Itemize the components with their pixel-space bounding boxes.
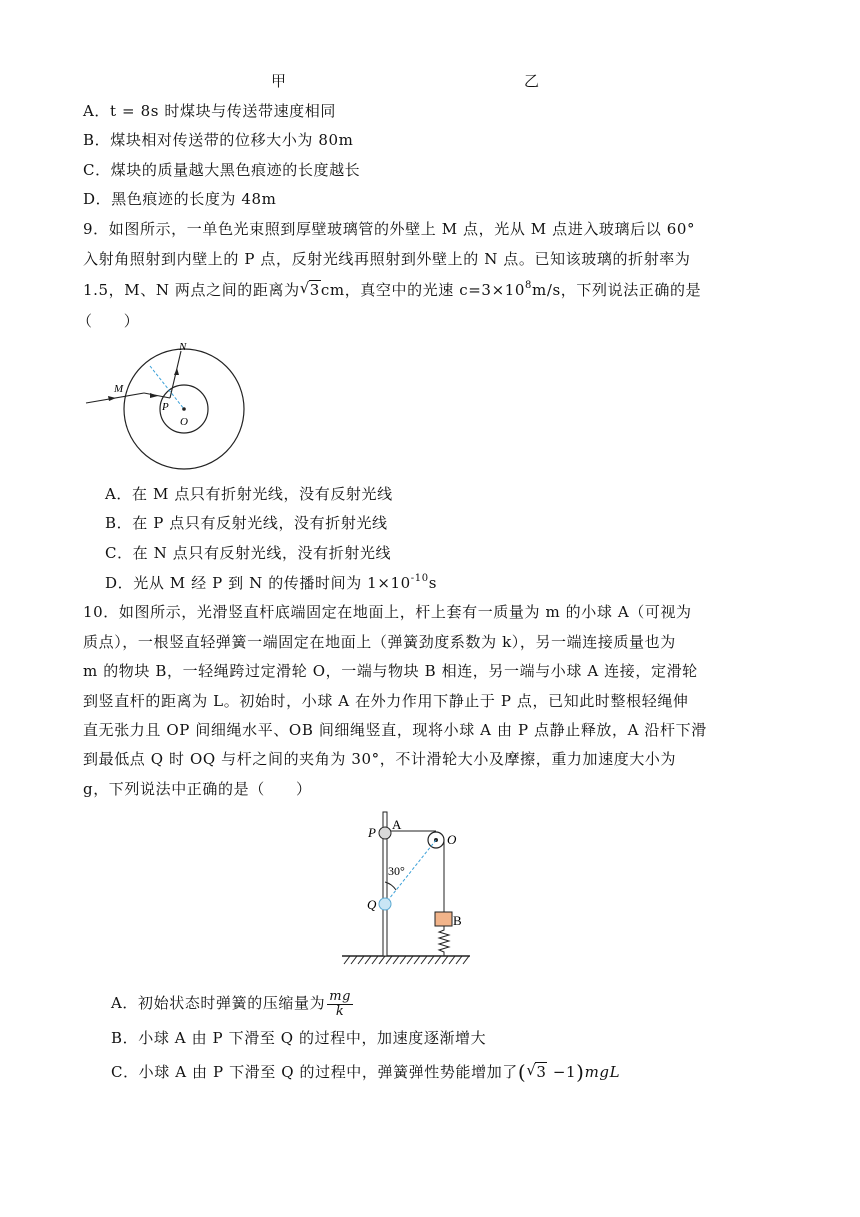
q9-option-d-unit: s [428,574,437,592]
q10-stem-line5: 直无张力且 OP 间细绳水平、OB 间细绳竖直，现将小球 A 由 P 点静止释放，A 沿杆下滑 [83,721,707,739]
q9-line3-part3: m/s，下列说法正确的是 [532,281,702,299]
q9-answer-bracket: （ ） [77,312,140,330]
label-o: O [180,416,188,428]
q8-option-a: A．t = 8s 时煤块与传送带速度相同 [83,102,336,120]
q10-option-a-fraction: $\frac{mg}{k}$ [329,988,352,1019]
q9-option-d-exp: -10 [410,573,429,584]
label-o: O [447,832,457,847]
q9-option-d [105,573,437,593]
spring [439,926,449,956]
ball-a-at-q [379,898,391,910]
label-p: P [162,401,169,413]
q9-stem-line3 [83,280,701,300]
q8-option-c: C．煤块的质量越大黑色痕迹的长度越长 [83,161,361,179]
incident-arrow [108,396,116,401]
q9-option-c: C．在 N 点只有反射光线，没有折射光线 [105,544,392,562]
q10-stem-line4: 到竖直杆的距离为 L。初始时，小球 A 在外力作用下静止于 P 点，已知此时整根轻绳伸 [83,692,689,710]
q10-stem-line3: m 的物块 B，一轻绳跨过定滑轮 O，一端与物块 B 相连，另一端与小球 A 连接，定滑轮 [83,662,698,680]
q10-option-c-minus: −1 [547,1063,577,1081]
q9-option-b: B．在 P 点只有反射光线，没有折射光线 [105,514,388,532]
q10-option-a [111,986,353,1020]
label-b: B [453,913,462,928]
q10-option-c-sqrt: √ 3 [526,1062,547,1082]
q8-option-d: D．黑色痕迹的长度为 48m [83,190,277,208]
figure-label-jia: 甲 [271,72,287,90]
q10-pulley-figure [336,804,496,972]
q9-line3-part2: cm，真空中的光速 c=3×10 [320,281,526,299]
q9-glass-tube-figure [78,338,338,478]
q10-option-c-text: C．小球 A 由 P 下滑至 Q 的过程中，弹簧弹性势能增加了 [111,1063,518,1081]
q9-stem-line1: 9．如图所示，一单色光束照到厚壁玻璃管的外壁上 M 点，光从 M 点进入玻璃后以 60° [83,220,696,238]
label-p: P [368,825,376,840]
label-m: M [114,383,124,395]
q10-option-c: C．小球 A 由 P 下滑至 Q 的过程中，弹簧弹性势能增加了(√ 3 −1)mgL [111,1062,620,1082]
q10-stem-line6: 到最低点 Q 时 OQ 与杆之间的夹角为 30°，不计滑轮大小及摩擦，重力加速度大小为 [83,750,677,768]
ball-a-at-p [379,827,391,839]
label-a: A [392,817,402,832]
q9-sqrt3: √ 3 [300,280,321,300]
q9-exp8: 8 [525,280,533,291]
q10-option-a-text: A．初始状态时弹簧的压缩量为 [111,994,326,1012]
q10-option-b: B．小球 A 由 P 下滑至 Q 的过程中，加速度逐渐增大 [111,1029,487,1047]
figure-label-yi: 乙 [524,72,540,90]
q10-stem-line1: 10．如图所示，光滑竖直杆底端固定在地面上，杆上套有一质量为 m 的小球 A（可视为 [83,603,692,621]
q10-stem-line7: g，下列说法中正确的是（ ） [83,780,312,798]
q10-stem-line2: 质点），一根竖直轻弹簧一端固定在地面上（弹簧劲度系数为 k），另一端连接质量也为 [83,633,676,651]
label-n: N [179,341,187,353]
ground-hatch [344,956,469,964]
block-b [435,912,452,926]
label-q: Q [367,897,377,912]
q9-stem-line2: 入射角照射到内壁上的 P 点，反射光线再照射到外壁上的 N 点。已知该玻璃的折射率为 [83,250,691,268]
label-angle: 30° [388,864,405,878]
q9-line3-part1: 1.5，M、N 两点之间的距离为 [83,281,300,299]
q9-option-d-text: D．光从 M 经 P 到 N 的传播时间为 1×10 [105,574,411,592]
q9-option-a: A．在 M 点只有折射光线，没有反射光线 [105,485,393,503]
q10-option-c-tail: mgL [584,1063,621,1081]
q8-option-b: B．煤块相对传送带的位移大小为 80m [83,131,354,149]
